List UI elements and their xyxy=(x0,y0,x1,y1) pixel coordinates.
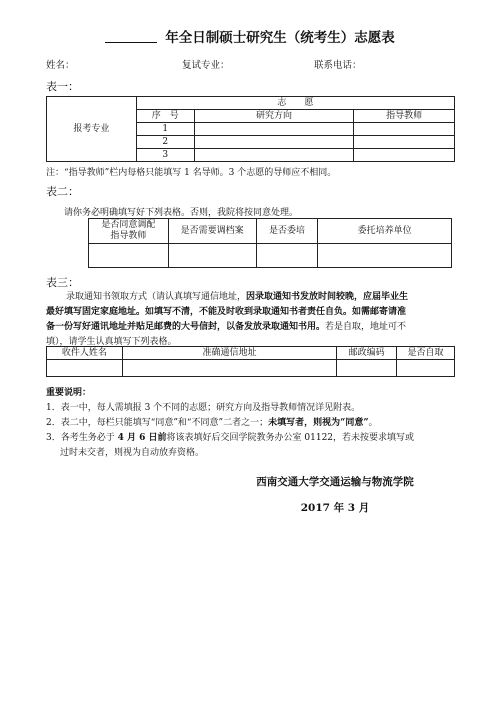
important-item-3: 3．各考生务必于 4 月 6 日前将该表填好后交回学院教务办公室 01122，若未按要求填写或 xyxy=(46,433,415,443)
important-item-1: 1．表一中，每人需填报 3 个不同的志愿；研究方向及指导教师情况详见附表。 xyxy=(46,403,361,413)
important-notes: 重要说明： 1．表一中，每人需填报 3 个不同的志愿；研究方向及指导教师情况详见附表。 2．表二中，每栏只能填写“同意”和“不同意”二者之一；未填写者，则视为“同意”。 3．各考生务必于 4 月 6 日前将该表填好后交回学院教务办公室 01122，若未按要求填写或 过时未交者，则视为自动放弃资格。 xyxy=(46,386,476,461)
self-cell[interactable] xyxy=(397,360,455,377)
choices-table xyxy=(46,96,455,162)
advisor-cell-3[interactable] xyxy=(354,149,455,162)
row-seq-2: 2 xyxy=(136,136,194,149)
major-label: 复试专业： xyxy=(182,60,230,71)
table2-instruction: 请你务必明确填写好下列表格。否则，我院将按同意处理。 xyxy=(64,208,299,218)
unit-cell[interactable] xyxy=(318,244,452,268)
table1-note: 注：“指导教师”栏内每格只能填写 1 名导师。3 个志愿的导师应不相同。 xyxy=(46,168,337,178)
direction-cell-2[interactable] xyxy=(194,136,354,149)
col-recipient-header: 收件人姓名 xyxy=(47,347,123,360)
col-entrust-header: 是否委培 xyxy=(256,219,318,244)
table3-instructions: 录取通知书领取方式（请认真填写通信地址，因录取通知书发放时间较晚，应届毕业生 最好填写固定家庭地址。如填写不清，不能及时收到录取通知书者责任自负。如需邮寄请准 备一份写好通讯地址并贴足邮费的大号信封，以备发放录取通知书用。若是自取，地址可不 填），请学生认真填写下列表格。 xyxy=(46,292,409,347)
agree-cell[interactable] xyxy=(89,244,169,268)
recipient-cell[interactable] xyxy=(47,360,123,377)
table1-label: 表一： xyxy=(46,80,79,93)
advisor-cell-1[interactable] xyxy=(354,123,455,136)
col-self-header: 是否自取 xyxy=(397,347,455,360)
col-address-header: 准确通信地址 xyxy=(122,347,336,360)
col-advisor-header: 指导教师 xyxy=(354,110,455,123)
important-item-2: 2．表二中，每栏只能填写“同意”和“不同意”二者之一；未填写者，则视为“同意”。 xyxy=(46,418,378,428)
col-zhiyuan-header: 志 愿 xyxy=(136,97,454,110)
allocation-table xyxy=(88,218,452,268)
row-seq-1: 1 xyxy=(136,123,194,136)
direction-cell-1[interactable] xyxy=(194,123,354,136)
col-unit-header: 委托培养单位 xyxy=(318,219,452,244)
page-title: 年全日制硕士研究生（统考生）志愿表 xyxy=(0,26,500,46)
name-label: 姓名： xyxy=(46,60,75,71)
col-archive-header: 是否需要调档案 xyxy=(168,219,256,244)
entrust-cell[interactable] xyxy=(256,244,318,268)
table2-label: 表二： xyxy=(46,185,79,198)
phone-label: 联系电话： xyxy=(314,60,362,71)
advisor-cell-2[interactable] xyxy=(354,136,455,149)
row-seq-3: 3 xyxy=(136,149,194,162)
issue-date: 2017 年 3 月 xyxy=(300,502,370,514)
col-direction-header: 研究方向 xyxy=(194,110,354,123)
address-cell[interactable] xyxy=(122,360,336,377)
postcode-cell[interactable] xyxy=(337,360,397,377)
col-postcode-header: 邮政编码 xyxy=(337,347,397,360)
table3-label: 表三： xyxy=(46,276,79,289)
col-seq-header: 序 号 xyxy=(136,110,194,123)
col-agree-header: 是否同意调配 指导教师 xyxy=(89,219,169,244)
mailing-table xyxy=(46,346,455,377)
direction-cell-3[interactable] xyxy=(194,149,354,162)
school-name: 西南交通大学交通运输与物流学院 xyxy=(256,476,414,488)
year-blank[interactable] xyxy=(105,30,157,43)
archive-cell[interactable] xyxy=(168,244,256,268)
important-heading: 重要说明： xyxy=(46,388,92,398)
col-major-header: 报考专业 xyxy=(47,97,137,162)
